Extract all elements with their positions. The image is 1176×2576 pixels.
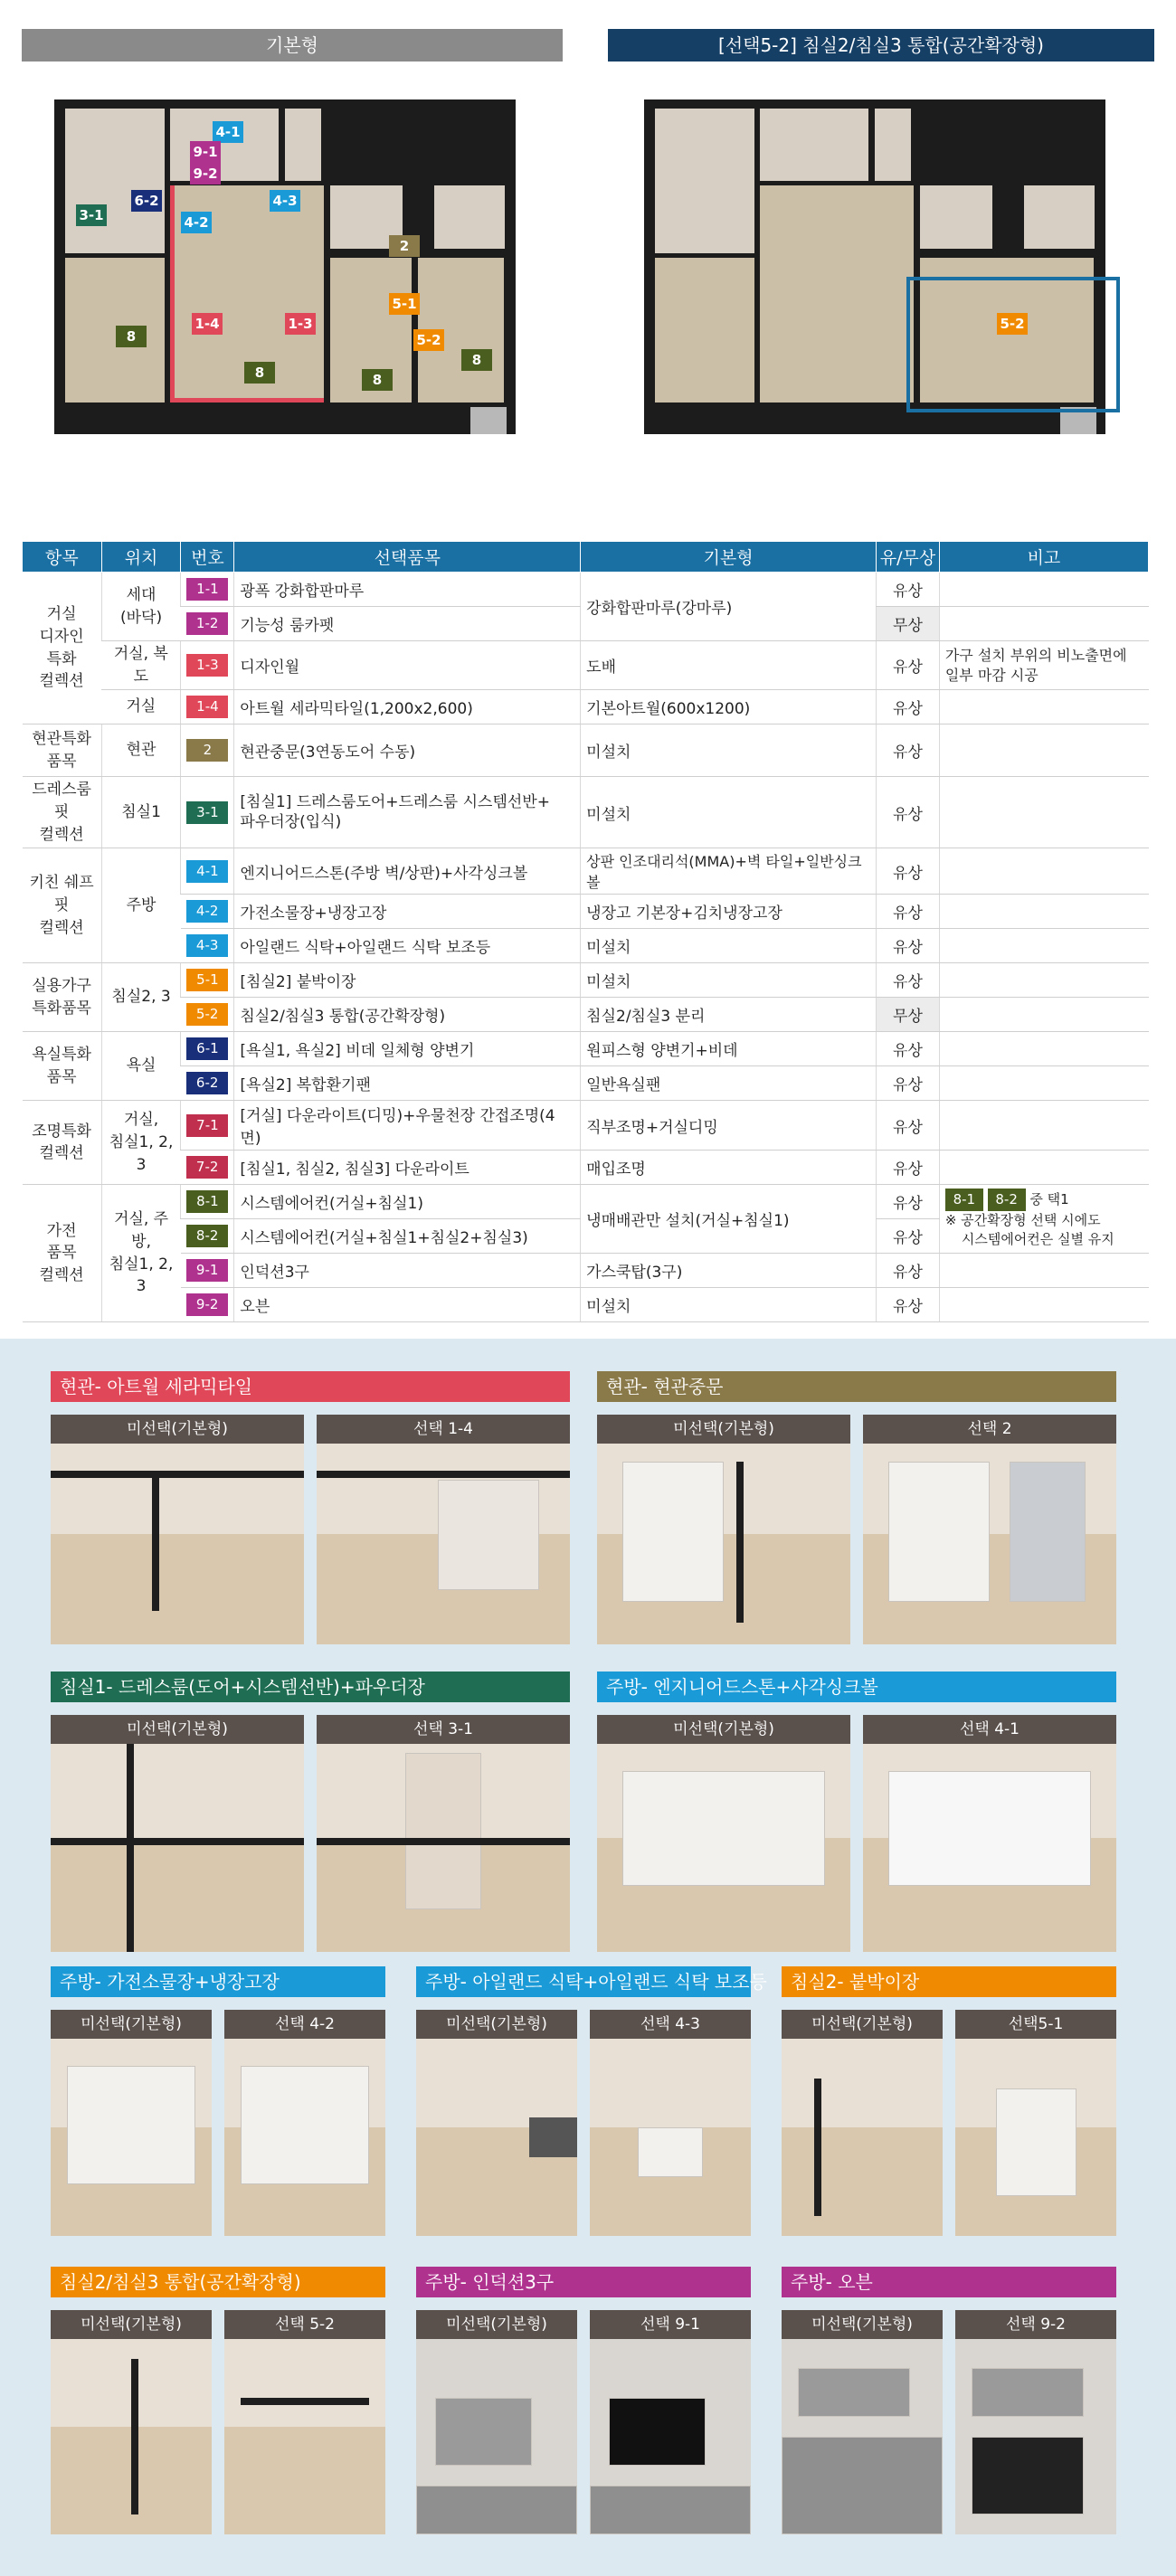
table-row xyxy=(23,998,1149,1032)
item-cell: 디자인월 xyxy=(234,641,581,690)
gallery-panel-4-2 xyxy=(51,1966,385,2236)
basic-cell: 미설치 xyxy=(581,1288,877,1322)
basic-cell: 미설치 xyxy=(581,777,877,848)
basic-cell: 가스쿡탑(3구) xyxy=(581,1254,877,1288)
option-number: 1-3 xyxy=(186,654,228,677)
thumb-caption: 선택 1-4 xyxy=(317,1415,570,1444)
panel-title: 침실1- 드레스룸(도어+시스템선반)+파우더장 xyxy=(51,1672,570,1702)
item-cell: [침실1, 침실2, 침실3] 다운라이트 xyxy=(234,1151,581,1185)
option-number: 4-1 xyxy=(186,860,228,883)
loc-cell: 주방 xyxy=(101,848,181,963)
note-cell: 가구 설치 부위의 비노출면에 일부 마감 시공 xyxy=(939,641,1148,690)
loc-cell: 침실1 xyxy=(101,777,181,848)
table-row xyxy=(23,724,1149,777)
thumb-caption: 선택 4-2 xyxy=(224,2010,385,2039)
cat-cell: 드레스룸 핏 컬렉션 xyxy=(23,777,102,848)
thumb-option xyxy=(955,2010,1116,2236)
paid-cell: 유상 xyxy=(877,1288,940,1322)
item-cell: 아일랜드 식탁+아일랜드 식탁 보조등 xyxy=(234,929,581,963)
plan-tag-5-1: 5-1 xyxy=(389,293,420,315)
gallery-panel-9-1 xyxy=(416,2267,751,2534)
paid-cell: 유상 xyxy=(877,573,940,607)
panel-title: 주방- 가전소물장+냉장고장 xyxy=(51,1966,385,1997)
plan-tag-6-2: 6-2 xyxy=(131,190,162,212)
option-number: 7-2 xyxy=(186,1156,228,1179)
plan-tag-9-2: 9-2 xyxy=(190,163,221,185)
thumb-option xyxy=(590,2310,751,2534)
option-gallery xyxy=(0,1339,1176,2576)
note-cell xyxy=(939,1066,1148,1101)
basic-cell: 상판 인조대리석(MMA)+벽 타일+일반싱크볼 xyxy=(581,848,877,895)
option-number: 5-2 xyxy=(186,1003,228,1026)
thumb-basic xyxy=(51,2310,212,2534)
expanded-plan-title: [선택5-2] 침실2/침실3 통합(공간확장형) xyxy=(608,29,1154,62)
option-number: 1-1 xyxy=(186,578,228,601)
plan-tag-3-1: 3-1 xyxy=(76,204,107,226)
plan-tag-4-2: 4-2 xyxy=(181,212,212,233)
option-number: 8-2 xyxy=(186,1225,228,1247)
note-choose-one: 중 택1 xyxy=(1029,1191,1069,1208)
paid-cell: 유상 xyxy=(877,848,940,895)
item-cell: [거실] 다운라이트(디밍)+우물천장 간접조명(4면) xyxy=(234,1101,581,1151)
table-row xyxy=(23,777,1149,848)
thumb-caption: 미선택(기본형) xyxy=(51,1415,304,1444)
paid-cell: 유상 xyxy=(877,1219,940,1254)
plan-tag-1-3: 1-3 xyxy=(285,313,316,335)
loc-cell: 거실 xyxy=(101,690,181,724)
table-row xyxy=(23,929,1149,963)
basic-cell: 매입조명 xyxy=(581,1151,877,1185)
panel-title: 주방- 오븐 xyxy=(782,2267,1116,2297)
expanded-floor-plan xyxy=(644,99,1105,434)
thumb-caption: 선택 2 xyxy=(863,1415,1116,1444)
option-number: 9-2 xyxy=(186,1293,228,1316)
note-tag-8-2: 8-2 xyxy=(988,1189,1026,1211)
table-row xyxy=(23,690,1149,724)
option-number: 3-1 xyxy=(186,801,228,824)
gallery-panel-4-1 xyxy=(597,1672,1116,1952)
thumb-caption: 선택 5-2 xyxy=(224,2310,385,2339)
plan-tag-4-3: 4-3 xyxy=(270,190,300,212)
gallery-panel-2 xyxy=(597,1371,1116,1644)
loc-cell: 침실2, 3 xyxy=(101,963,181,1032)
basic-cell: 침실2/침실3 분리 xyxy=(581,998,877,1032)
thumb-option xyxy=(590,2010,751,2236)
paid-cell: 유상 xyxy=(877,1254,940,1288)
note-cell xyxy=(939,963,1148,998)
thumb-option xyxy=(863,1415,1116,1644)
header-location: 위치 xyxy=(101,542,181,573)
thumb-basic xyxy=(51,1415,304,1644)
plan-tag-2: 2 xyxy=(389,235,420,257)
note-cell xyxy=(939,929,1148,963)
table-row xyxy=(23,573,1149,607)
note-cell xyxy=(939,1032,1148,1066)
header-basic: 기본형 xyxy=(581,542,877,573)
plan-tag-8: 8 xyxy=(461,349,492,371)
loc-cell: 세대 (바닥) xyxy=(101,573,181,641)
thumb-basic xyxy=(51,2010,212,2236)
paid-cell: 유상 xyxy=(877,1101,940,1151)
gallery-panel-4-3 xyxy=(416,1966,767,2236)
cat-cell: 거실 디자인 특화 컬렉션 xyxy=(23,573,102,724)
cat-cell: 키친 쉐프핏 컬렉션 xyxy=(23,848,102,963)
item-cell: 시스템에어컨(거실+침실1+침실2+침실3) xyxy=(234,1219,581,1254)
paid-cell: 유상 xyxy=(877,1066,940,1101)
gallery-panel-5-2 xyxy=(51,2267,385,2534)
loc-cell: 거실, 복도 xyxy=(101,641,181,690)
paid-cell: 유상 xyxy=(877,1185,940,1219)
plan-tag-1-4: 1-4 xyxy=(192,313,223,335)
paid-cell: 유상 xyxy=(877,895,940,929)
thumb-caption: 미선택(기본형) xyxy=(51,2010,212,2039)
option-number: 1-2 xyxy=(186,612,228,635)
table-row xyxy=(23,1101,1149,1151)
paid-cell: 유상 xyxy=(877,929,940,963)
expanded-room-highlight xyxy=(906,277,1120,412)
basic-cell: 도배 xyxy=(581,641,877,690)
note-cell xyxy=(939,777,1148,848)
table-row xyxy=(23,963,1149,998)
note-line: 시스템에어컨은 실별 유지 xyxy=(961,1231,1114,1248)
item-cell: [욕실2] 복합환기팬 xyxy=(234,1066,581,1101)
panel-title: 주방- 엔지니어드스톤+사각싱크볼 xyxy=(597,1672,1116,1702)
gallery-panel-5-1 xyxy=(782,1966,1116,2236)
thumb-caption: 미선택(기본형) xyxy=(782,2310,943,2339)
note-cell xyxy=(939,895,1148,929)
item-cell: 현관중문(3연동도어 수동) xyxy=(234,724,581,777)
paid-cell: 무상 xyxy=(877,998,940,1032)
thumb-option xyxy=(224,2310,385,2534)
basic-cell: 일반욕실팬 xyxy=(581,1066,877,1101)
option-number: 6-2 xyxy=(186,1072,228,1094)
panel-title: 현관- 현관중문 xyxy=(597,1371,1116,1402)
paid-cell: 유상 xyxy=(877,1032,940,1066)
basic-cell: 냉장고 기본장+김치냉장고장 xyxy=(581,895,877,929)
thumb-caption: 선택 3-1 xyxy=(317,1715,570,1744)
item-cell: 오븐 xyxy=(234,1288,581,1322)
header-note: 비고 xyxy=(939,542,1148,573)
plan-tag-9-1: 9-1 xyxy=(190,141,221,163)
thumb-option xyxy=(224,2010,385,2236)
table-row xyxy=(23,1032,1149,1066)
basic-cell: 기본아트월(600x1200) xyxy=(581,690,877,724)
loc-cell: 거실, 침실1, 2, 3 xyxy=(101,1101,181,1185)
option-number: 4-2 xyxy=(186,900,228,923)
item-cell: 침실2/침실3 통합(공간확장형) xyxy=(234,998,581,1032)
cat-cell: 실용가구 특화품목 xyxy=(23,963,102,1032)
note-cell xyxy=(939,1288,1148,1322)
basic-cell: 원피스형 양변기+비데 xyxy=(581,1032,877,1066)
plan-tag-4-1: 4-1 xyxy=(213,121,243,143)
basic-cell: 미설치 xyxy=(581,963,877,998)
option-number: 6-1 xyxy=(186,1037,228,1060)
options-table xyxy=(22,541,1149,1322)
header-number: 번호 xyxy=(181,542,234,573)
item-cell: [침실1] 드레스룸도어+드레스룸 시스템선반+ 파우더장(입식) xyxy=(234,777,581,848)
note-cell xyxy=(939,690,1148,724)
basic-cell: 직부조명+거실디밍 xyxy=(581,1101,877,1151)
thumb-caption: 미선택(기본형) xyxy=(597,1715,850,1744)
item-cell: 기능성 룸카펫 xyxy=(234,607,581,641)
paid-cell: 유상 xyxy=(877,724,940,777)
thumb-basic xyxy=(782,2310,943,2534)
basic-cell: 강화합판마루(강마루) xyxy=(581,573,877,641)
panel-title: 침실2/침실3 통합(공간확장형) xyxy=(51,2267,385,2297)
thumb-option xyxy=(955,2310,1116,2534)
basic-plan-title: 기본형 xyxy=(22,29,563,62)
paid-cell: 무상 xyxy=(877,607,940,641)
floor-plan-section xyxy=(0,0,1176,470)
option-number: 7-1 xyxy=(186,1114,228,1137)
thumb-caption: 미선택(기본형) xyxy=(782,2010,943,2039)
item-cell: 가전소물장+냉장고장 xyxy=(234,895,581,929)
paid-cell: 유상 xyxy=(877,1151,940,1185)
option-number: 5-1 xyxy=(186,969,228,991)
thumb-basic xyxy=(416,2010,577,2236)
item-cell: [욕실1, 욕실2] 비데 일체형 양변기 xyxy=(234,1032,581,1066)
thumb-caption: 선택 9-1 xyxy=(590,2310,751,2339)
item-cell: 인덕션3구 xyxy=(234,1254,581,1288)
note-cell xyxy=(939,607,1148,641)
option-number: 2 xyxy=(186,739,228,762)
thumb-caption: 미선택(기본형) xyxy=(416,2310,577,2339)
gallery-panel-3-1 xyxy=(51,1672,570,1952)
table-row xyxy=(23,1151,1149,1185)
thumb-caption: 선택 9-2 xyxy=(955,2310,1116,2339)
thumb-caption: 선택5-1 xyxy=(955,2010,1116,2039)
note-cell xyxy=(939,1254,1148,1288)
thumb-caption: 선택 4-3 xyxy=(590,2010,751,2039)
note-line: ※ 공간확장형 선택 시에도 xyxy=(944,1212,1101,1229)
paid-cell: 유상 xyxy=(877,641,940,690)
table-header-row xyxy=(23,542,1149,573)
thumb-caption: 미선택(기본형) xyxy=(597,1415,850,1444)
table-row xyxy=(23,1254,1149,1288)
plan-tag-8: 8 xyxy=(362,369,393,391)
table-row xyxy=(23,1288,1149,1322)
plan-tag-5-2: 5-2 xyxy=(413,329,444,351)
thumb-option xyxy=(863,1715,1116,1952)
note-cell xyxy=(939,848,1148,895)
note-cell xyxy=(939,573,1148,607)
cat-cell: 조명특화 컬렉션 xyxy=(23,1101,102,1185)
paid-cell: 유상 xyxy=(877,963,940,998)
item-cell: 엔지니어드스톤(주방 벽/상판)+사각싱크볼 xyxy=(234,848,581,895)
thumb-option xyxy=(317,1715,570,1952)
cat-cell: 현관특화 품목 xyxy=(23,724,102,777)
header-paid: 유/무상 xyxy=(877,542,940,573)
panel-title: 주방- 인덕션3구 xyxy=(416,2267,751,2297)
table-row xyxy=(23,1185,1149,1219)
header-category: 항목 xyxy=(23,542,102,573)
item-cell: 시스템에어컨(거실+침실1) xyxy=(234,1185,581,1219)
paid-cell: 유상 xyxy=(877,777,940,848)
option-number: 4-3 xyxy=(186,934,228,957)
basic-cell: 미설치 xyxy=(581,929,877,963)
item-cell: 아트월 세라믹타일(1,200x2,600) xyxy=(234,690,581,724)
note-cell xyxy=(939,1101,1148,1151)
plan-tag-5-2: 5-2 xyxy=(997,313,1028,335)
option-number: 9-1 xyxy=(186,1259,228,1282)
thumb-caption: 미선택(기본형) xyxy=(51,2310,212,2339)
paid-cell: 유상 xyxy=(877,690,940,724)
thumb-basic xyxy=(597,1715,850,1952)
note-tag-8-1: 8-1 xyxy=(945,1189,983,1211)
gallery-panel-9-2 xyxy=(782,2267,1116,2534)
option-number: 1-4 xyxy=(186,696,228,718)
header-item: 선택품목 xyxy=(234,542,581,573)
table-row xyxy=(23,848,1149,895)
thumb-basic xyxy=(51,1715,304,1952)
thumb-option xyxy=(317,1415,570,1644)
thumb-caption: 미선택(기본형) xyxy=(51,1715,304,1744)
gallery-panel-1-4 xyxy=(51,1371,570,1644)
basic-floor-plan xyxy=(54,99,516,434)
item-cell: [침실2] 붙박이장 xyxy=(234,963,581,998)
basic-cell: 미설치 xyxy=(581,724,877,777)
thumb-basic xyxy=(597,1415,850,1644)
thumb-caption: 선택 4-1 xyxy=(863,1715,1116,1744)
note-cell xyxy=(939,998,1148,1032)
thumb-caption: 미선택(기본형) xyxy=(416,2010,577,2039)
loc-cell: 거실, 주방, 침실1, 2, 3 xyxy=(101,1185,181,1322)
panel-title: 주방- 아일랜드 식탁+아일랜드 식탁 보조등 xyxy=(416,1966,751,1997)
panel-title: 현관- 아트월 세라믹타일 xyxy=(51,1371,570,1402)
loc-cell: 욕실 xyxy=(101,1032,181,1101)
panel-title: 침실2- 붙박이장 xyxy=(782,1966,1116,1997)
table-row xyxy=(23,1066,1149,1101)
plan-tag-8: 8 xyxy=(116,326,147,347)
cat-cell: 욕실특화 품목 xyxy=(23,1032,102,1101)
thumb-basic xyxy=(782,2010,943,2236)
plan-tag-8: 8 xyxy=(244,362,275,384)
thumb-basic xyxy=(416,2310,577,2534)
table-row xyxy=(23,641,1149,690)
option-number: 8-1 xyxy=(186,1190,228,1213)
basic-cell: 냉매배관만 설치(거실+침실1) xyxy=(581,1185,877,1254)
cat-cell: 가전 품목 컬렉션 xyxy=(23,1185,102,1322)
note-cell xyxy=(939,724,1148,777)
loc-cell: 현관 xyxy=(101,724,181,777)
note-cell xyxy=(939,1185,1148,1254)
note-cell xyxy=(939,1151,1148,1185)
item-cell: 광폭 강화합판마루 xyxy=(234,573,581,607)
table-row xyxy=(23,895,1149,929)
